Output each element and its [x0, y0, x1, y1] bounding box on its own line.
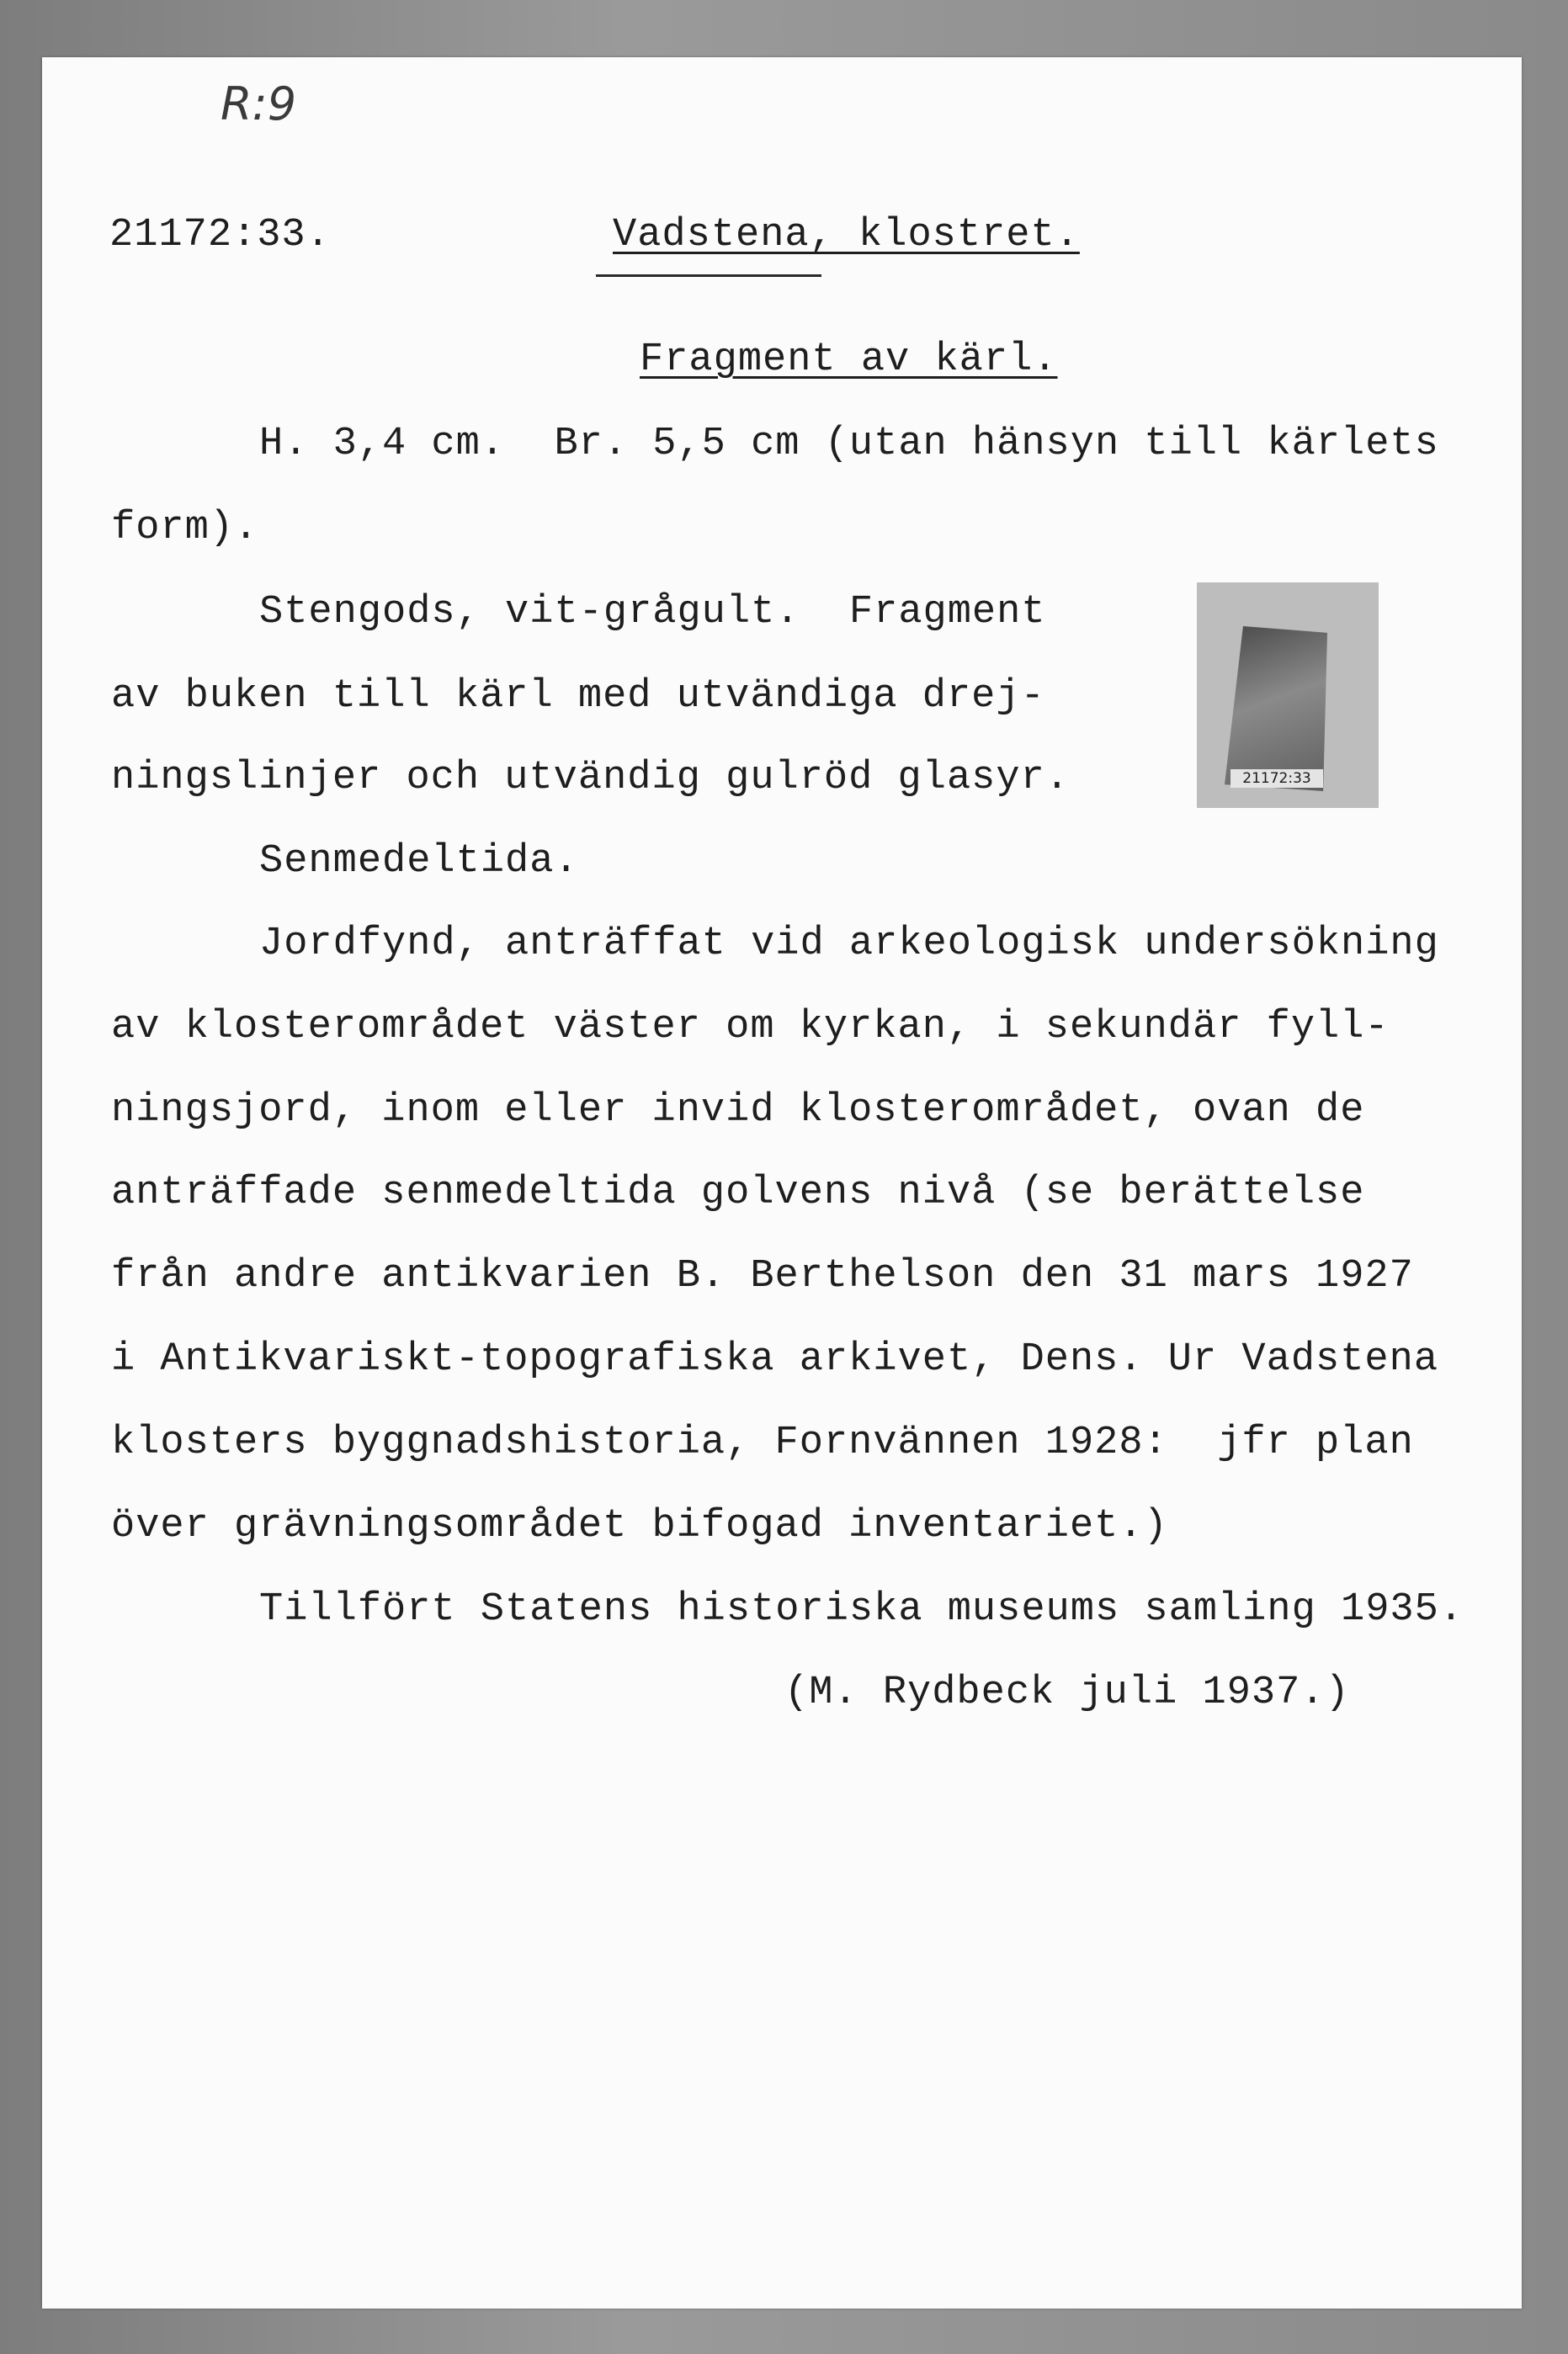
text-line: av klosterområdet väster om kyrkan, i sekundär fyll-: [111, 1005, 1390, 1049]
text-line: i Antikvariskt-topografiska arkivet, Dens. Ur Vadstena: [111, 1337, 1439, 1382]
text-line: Jordfynd, anträffat vid arkeologisk undersökning: [259, 922, 1439, 966]
text-line: av buken till kärl med utvändiga drej-: [111, 674, 1045, 719]
photo-label: 21172:33: [1230, 769, 1323, 788]
text-line: form).: [111, 506, 259, 550]
text-line: över grävningsområdet bifogad inventariet.): [111, 1504, 1168, 1549]
text-line: från andre antikvarien B. Berthelson den 31 mars 1927: [111, 1254, 1414, 1299]
text-line: ningsjord, inom eller invid klosterområdet, ovan de: [111, 1088, 1365, 1133]
text-line: ningslinjer och utvändig gulröd glasyr.: [111, 756, 1070, 800]
text-line: anträffade senmedeltida golvens nivå (se berättelse: [111, 1171, 1365, 1215]
site-underline-rule: [596, 274, 821, 277]
object-title: Fragment av kärl.: [640, 337, 1058, 382]
handwritten-shelf-mark: R:9: [221, 77, 297, 130]
site-heading: Vadstena, klostret.: [613, 213, 1080, 258]
text-line: Senmedeltida.: [259, 839, 579, 884]
cataloguer-signature: (M. Rydbeck juli 1937.): [784, 1671, 1350, 1715]
text-line: klosters byggnadshistoria, Fornvännen 1928: jfr plan: [111, 1421, 1414, 1465]
text-line: Tillfört Statens historiska museums samling 1935.: [259, 1587, 1464, 1632]
text-line: Stengods, vit-grågult. Fragment: [259, 590, 1046, 635]
inventory-number: 21172:33.: [109, 213, 331, 258]
text-line: H. 3,4 cm. Br. 5,5 cm (utan hänsyn till kärlets: [259, 422, 1439, 466]
